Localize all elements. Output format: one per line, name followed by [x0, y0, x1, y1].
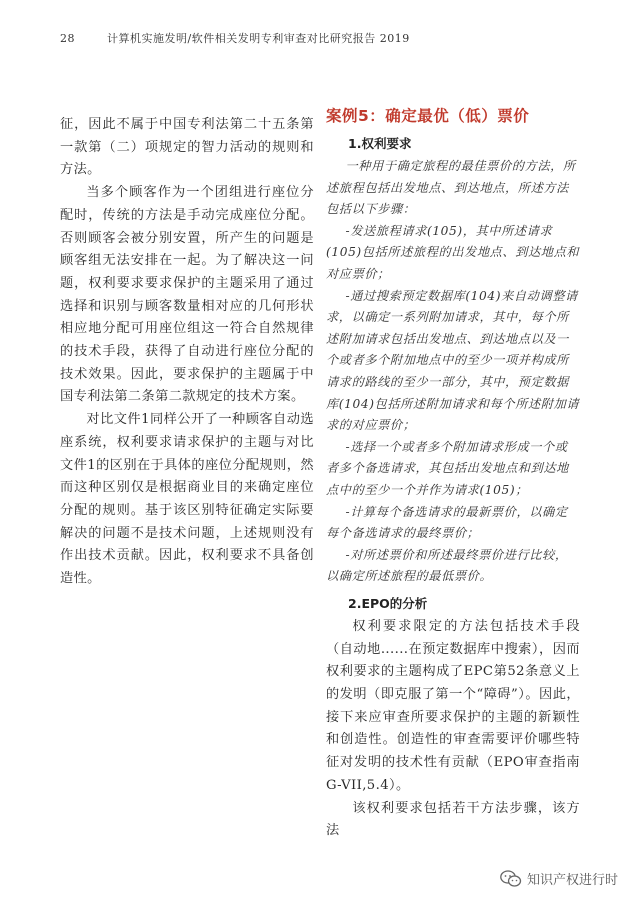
page-number: 28 [60, 32, 75, 45]
left-paragraph-2: 当多个顾客作为一个团组进行座位分配时，传统的方法是手动完成座位分配。否则顾客会被分别安置，所产生的问题是顾客组无法安排在一起。为了解决这一问题，权利要求要求保护的主题采用了通过选择和识别与顾客数量相对应的几何形状相应地分配可用座位组这一符合自然规律的技术手段，获得了自动进行座位分配的技术效果。因此，要求保护的主题属于中国专利法第二条第二款规定的技术方案。 [60, 185, 314, 405]
header-title: 计算机实施发明/软件相关发明专利审查对比研究报告 2019 [107, 32, 410, 45]
watermark-text: 知识产权进行时 [526, 873, 618, 888]
claim-step-3: -选择一个或者多个附加请求形成一个或者多个备选请求，其包括出发地点和到达地点中的至少一个并作为请求(105)； [326, 439, 569, 497]
wechat-icon [500, 870, 522, 888]
page-header [60, 30, 410, 46]
right-column [326, 104, 580, 843]
claim-intro: 一种用于确定旅程的最佳票价的方法，所述旅程包括出发地点、到达地点，所述方法包括以下步骤： [326, 159, 576, 217]
left-paragraph-1: 征，因此不属于中国专利法第二十五条第一款第（二）项规定的智力活动的规则和方法。 [60, 117, 314, 178]
watermark [500, 869, 618, 888]
case-title: 案例5：确定最优（低）票价 [326, 107, 530, 125]
analysis-paragraph-2: 该权利要求包括若干方法步骤，该方法 [326, 800, 580, 839]
section-heading-claims: 1.权利要求 [348, 136, 412, 151]
section-heading-epo: 2.EPO的分析 [348, 595, 428, 611]
claim-step-1: -发送旅程请求(105)，其中所述请求(105)包括所述旅程的出发地点、到达地点和对应票价； [326, 223, 580, 281]
claim-step-2: -通过搜索预定数据库(104)来自动调整请求，以确定一系列附加请求，其中，每个所述附加请求包括出发地点、到达地点以及一个或者多个附加地点中的至少一项并构成所请求的路线的至少一部分，其中，预定数据库(104)包括所述附加请求和每个所述附加请求的对应票价； [326, 288, 580, 433]
claim-step-4: -计算每个备选请求的最新票价，以确定每个备选请求的最终票价； [326, 504, 568, 541]
left-column [60, 114, 314, 591]
claim-step-5: -对所述票价和所述最终票价进行比较，以确定所述旅程的最低票价。 [326, 547, 568, 584]
left-paragraph-3: 对比文件1同样公开了一种顾客自动选座系统，权利要求请求保护的主题与对比文件1的区别在于具体的座位分配规则，然而这种区别仅是根据商业目的来确定座位分配的规则。基于该区别特征确定实际要解决的问题不是技术问题，上述规则没有作出技术贡献。因此，权利要求不具备创造性。 [60, 412, 314, 587]
analysis-paragraph-1: 权利要求限定的方法包括技术手段（自动地......在预定数据库中搜索），因而权利要求的主题构成了EPC第52条意义上的发明（即克服了第一个“障碍”）。因此，接下来应审查所要求保护的主题的新颖性和创造性。创造性的审查需要评价哪些特征对发明的技术性有贡献（EPO审查指南G-VII,5.4）。 [326, 618, 580, 793]
